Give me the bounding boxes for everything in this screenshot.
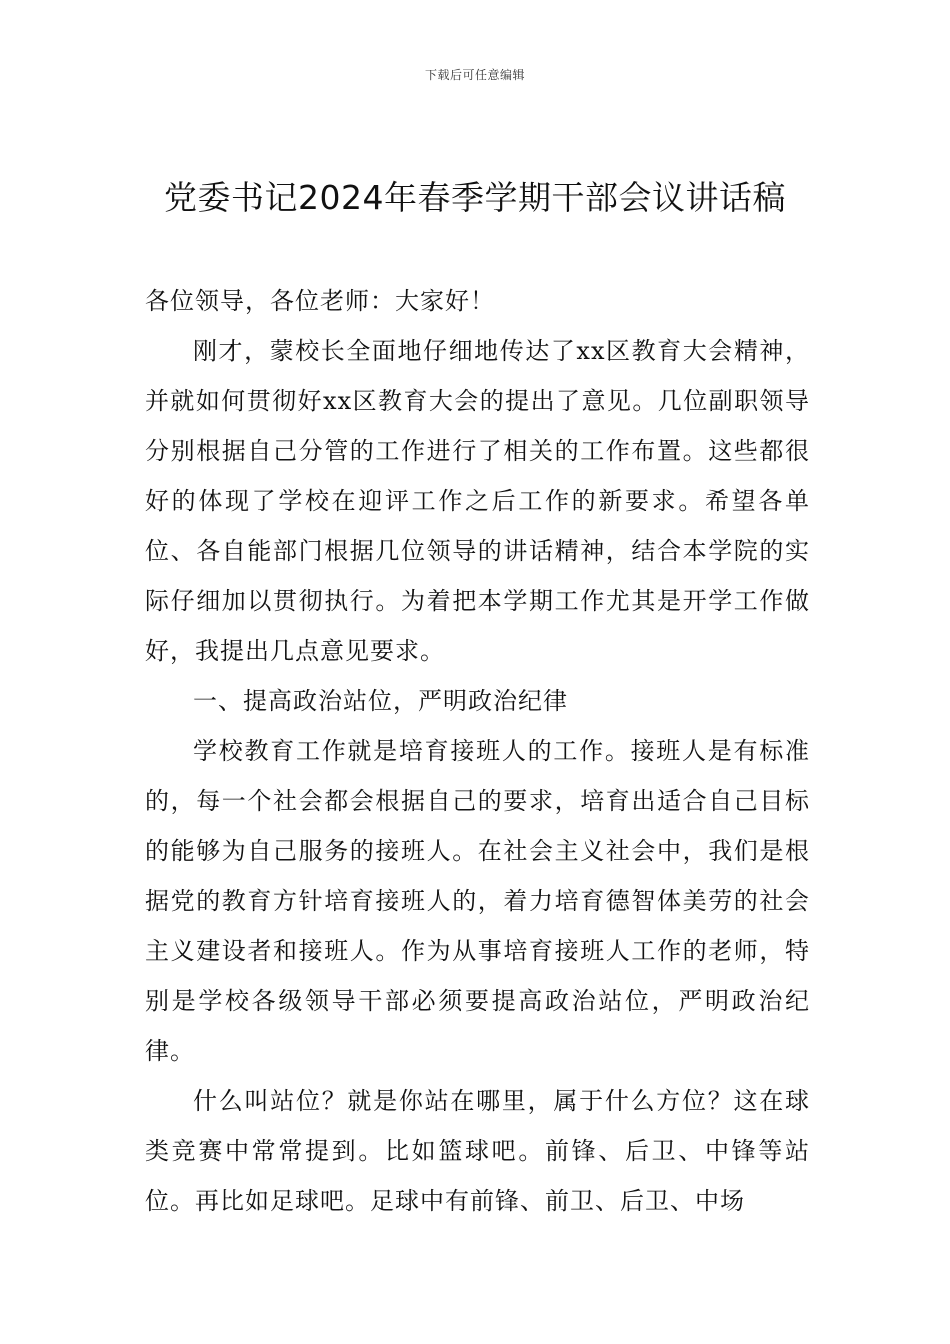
header-note: 下载后可任意编辑 <box>424 68 525 82</box>
paragraph-successors: 学校教育工作就是培育接班人的工作。接班人是有标准的，每一个社会都会根据自己的要求，培育出适合自己目标的能够为自己服务的接班人。在社会主义社会中，我们是根据党的教育方针培育接班人的，着力培育德智体美劳的社会主义建设者和接班人。作为从事培育接班人工作的老师，特别是学校各级领导干部必须要提高政治站位，严明政治纪律。 <box>145 737 810 1065</box>
section-heading-1: 一、提高政治站位，严明政治纪律 <box>193 687 568 715</box>
document-body <box>145 276 810 1226</box>
document-title: 党委书记2024年春季学期干部会议讲话稿 <box>164 178 786 217</box>
paragraph-intro: 刚才，蒙校长全面地仔细地传达了xx区教育大会精神，并就如何贯彻好xx区教育大会的提出了意见。几位副职领导分别根据自己分管的工作进行了相关的工作布置。这些都很好的体现了学校在迎评工作之后工作的新要求。希望各单位、各自能部门根据几位领导的讲话精神，结合本学院的实际仔细加以贯彻执行。为着把本学期工作尤其是开学工作做好，我提出几点意见要求。 <box>145 337 810 665</box>
paragraph-position: 什么叫站位？就是你站在哪里，属于什么方位？这在球类竞赛中常常提到。比如篮球吧。前锋、后卫、中锋等站位。再比如足球吧。足球中有前锋、前卫、后卫、中场 <box>145 1087 810 1215</box>
greeting: 各位领导，各位老师：大家好！ <box>145 287 495 315</box>
